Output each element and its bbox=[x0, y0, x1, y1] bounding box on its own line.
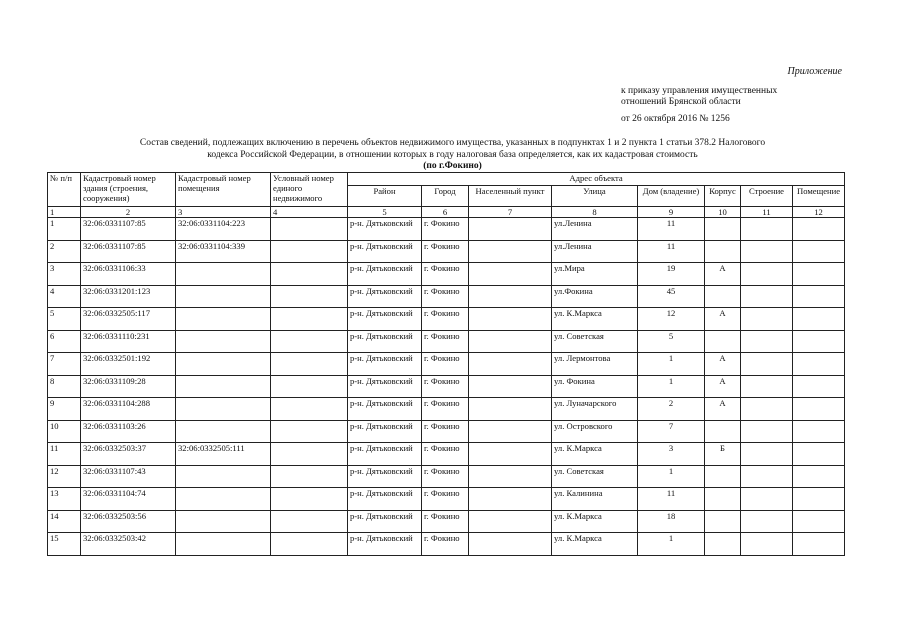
cell-room bbox=[793, 353, 845, 376]
cell-district: р-н. Дятьковский bbox=[348, 353, 422, 376]
cell-street: ул. К.Маркса bbox=[552, 308, 638, 331]
cell-cad-building: 32:06:0331104:288 bbox=[81, 398, 176, 421]
cell-street: ул. Советская bbox=[552, 330, 638, 353]
cell-city: г. Фокино bbox=[422, 465, 469, 488]
property-table bbox=[47, 172, 845, 556]
header-address: Адрес объекта bbox=[348, 173, 845, 186]
cell-num: 8 bbox=[48, 375, 81, 398]
cell-district: р-н. Дятьковский bbox=[348, 375, 422, 398]
cell-city: г. Фокино bbox=[422, 420, 469, 443]
cell-district: р-н. Дятьковский bbox=[348, 330, 422, 353]
cell-city: г. Фокино bbox=[422, 218, 469, 241]
cell-cad-room bbox=[176, 488, 271, 511]
cell-district: р-н. Дятьковский bbox=[348, 533, 422, 556]
cell-city: г. Фокино bbox=[422, 240, 469, 263]
document-heading-line2: кодекса Российской Федерации, в отношении которых в году налоговая база определяется, как их кадастровая стоимость bbox=[207, 150, 698, 160]
header-cond-num: Условный номер единого недвижимого bbox=[271, 173, 348, 207]
cell-num: 13 bbox=[48, 488, 81, 511]
table-row bbox=[48, 510, 845, 533]
cell-cad-room bbox=[176, 465, 271, 488]
cell-cond-num bbox=[271, 510, 348, 533]
cell-house: 1 bbox=[638, 353, 705, 376]
cell-city: г. Фокино bbox=[422, 488, 469, 511]
cell-room bbox=[793, 375, 845, 398]
cell-street: ул. Островского bbox=[552, 420, 638, 443]
cell-korpus bbox=[705, 488, 741, 511]
cell-num: 14 bbox=[48, 510, 81, 533]
header-building: Строение bbox=[741, 186, 793, 207]
cell-city: г. Фокино bbox=[422, 308, 469, 331]
cell-house: 12 bbox=[638, 308, 705, 331]
cell-house: 1 bbox=[638, 465, 705, 488]
cell-district: р-н. Дятьковский bbox=[348, 218, 422, 241]
cell-cond-num bbox=[271, 308, 348, 331]
cell-room bbox=[793, 240, 845, 263]
cell-cad-building: 32:06:0332503:37 bbox=[81, 443, 176, 466]
table-row bbox=[48, 353, 845, 376]
index-cell: 9 bbox=[638, 207, 705, 218]
cell-cond-num bbox=[271, 398, 348, 421]
cell-building bbox=[741, 308, 793, 331]
cell-settlement bbox=[469, 398, 552, 421]
cell-cond-num bbox=[271, 465, 348, 488]
cell-city: г. Фокино bbox=[422, 263, 469, 286]
cell-district: р-н. Дятьковский bbox=[348, 263, 422, 286]
cell-cond-num bbox=[271, 443, 348, 466]
cell-cad-room bbox=[176, 285, 271, 308]
cell-cond-num bbox=[271, 330, 348, 353]
cell-street: ул.Фокина bbox=[552, 285, 638, 308]
cell-num: 7 bbox=[48, 353, 81, 376]
cell-district: р-н. Дятьковский bbox=[348, 465, 422, 488]
cell-cad-building: 32:06:0332505:117 bbox=[81, 308, 176, 331]
header-house: Дом (владение) bbox=[638, 186, 705, 207]
cell-num: 9 bbox=[48, 398, 81, 421]
cell-district: р-н. Дятьковский bbox=[348, 285, 422, 308]
cell-settlement bbox=[469, 285, 552, 308]
cell-korpus bbox=[705, 510, 741, 533]
header-cad-building: Кадастровый номер здания (строения, сооружения) bbox=[81, 173, 176, 207]
cell-room bbox=[793, 488, 845, 511]
cell-settlement bbox=[469, 240, 552, 263]
header-district: Район bbox=[348, 186, 422, 207]
cell-street: ул. К.Маркса bbox=[552, 510, 638, 533]
cell-room bbox=[793, 465, 845, 488]
cell-building bbox=[741, 263, 793, 286]
cell-cad-building: 32:06:0331107:85 bbox=[81, 218, 176, 241]
cell-building bbox=[741, 398, 793, 421]
header-korpus: Корпус bbox=[705, 186, 741, 207]
cell-room bbox=[793, 263, 845, 286]
cell-korpus: А bbox=[705, 398, 741, 421]
cell-settlement bbox=[469, 465, 552, 488]
cell-cad-room bbox=[176, 308, 271, 331]
cell-korpus: А bbox=[705, 353, 741, 376]
index-cell: 8 bbox=[552, 207, 638, 218]
cell-cad-room bbox=[176, 533, 271, 556]
cell-house: 19 bbox=[638, 263, 705, 286]
table-row bbox=[48, 420, 845, 443]
cell-street: ул. Калинина bbox=[552, 488, 638, 511]
cell-cad-room bbox=[176, 263, 271, 286]
cell-street: ул. Луначарского bbox=[552, 398, 638, 421]
header-cad-room: Кадастровый номер помещения bbox=[176, 173, 271, 207]
cell-cond-num bbox=[271, 533, 348, 556]
cell-cad-building: 32:06:0331107:43 bbox=[81, 465, 176, 488]
cell-cad-room: 32:06:0332505:111 bbox=[176, 443, 271, 466]
cell-num: 4 bbox=[48, 285, 81, 308]
cell-building bbox=[741, 465, 793, 488]
header-city: Город bbox=[422, 186, 469, 207]
cell-house: 45 bbox=[638, 285, 705, 308]
cell-korpus bbox=[705, 533, 741, 556]
index-cell: 5 bbox=[348, 207, 422, 218]
appendix-title: Приложение bbox=[787, 66, 842, 77]
cell-num: 15 bbox=[48, 533, 81, 556]
cell-building bbox=[741, 353, 793, 376]
cell-building bbox=[741, 443, 793, 466]
index-cell: 2 bbox=[81, 207, 176, 218]
cell-cad-building: 32:06:0331109:28 bbox=[81, 375, 176, 398]
cell-num: 5 bbox=[48, 308, 81, 331]
header-settlement: Населенный пункт bbox=[469, 186, 552, 207]
cell-settlement bbox=[469, 375, 552, 398]
cell-district: р-н. Дятьковский bbox=[348, 240, 422, 263]
cell-building bbox=[741, 510, 793, 533]
cell-cad-building: 32:06:0332503:42 bbox=[81, 533, 176, 556]
appendix-date-line: от 26 октября 2016 № 1256 bbox=[621, 114, 730, 124]
index-cell: 3 bbox=[176, 207, 271, 218]
cell-cad-building: 32:06:0331110:231 bbox=[81, 330, 176, 353]
cell-cond-num bbox=[271, 488, 348, 511]
cell-korpus bbox=[705, 330, 741, 353]
header-street: Улица bbox=[552, 186, 638, 207]
index-cell: 6 bbox=[422, 207, 469, 218]
cell-settlement bbox=[469, 443, 552, 466]
document-heading-city: (по г.Фокино) bbox=[423, 161, 482, 171]
cell-district: р-н. Дятьковский bbox=[348, 510, 422, 533]
cell-city: г. Фокино bbox=[422, 510, 469, 533]
cell-settlement bbox=[469, 308, 552, 331]
table-row bbox=[48, 330, 845, 353]
cell-cond-num bbox=[271, 353, 348, 376]
cell-cad-building: 32:06:0331104:74 bbox=[81, 488, 176, 511]
cell-building bbox=[741, 375, 793, 398]
index-cell: 11 bbox=[741, 207, 793, 218]
cell-district: р-н. Дятьковский bbox=[348, 443, 422, 466]
cell-building bbox=[741, 218, 793, 241]
cell-street: ул. К.Маркса bbox=[552, 533, 638, 556]
cell-korpus: А bbox=[705, 263, 741, 286]
cell-city: г. Фокино bbox=[422, 375, 469, 398]
cell-cad-room bbox=[176, 398, 271, 421]
document-heading-line1: Состав сведений, подлежащих включению в перечень объектов недвижимого имущества, указанных в подпунктах 1 и 2 пункта 1 статьи 378.2 Налогового bbox=[139, 138, 766, 148]
cell-house: 3 bbox=[638, 443, 705, 466]
cell-street: ул.Ленина bbox=[552, 240, 638, 263]
column-index-row bbox=[48, 207, 845, 218]
cell-korpus bbox=[705, 285, 741, 308]
cell-house: 11 bbox=[638, 240, 705, 263]
cell-korpus bbox=[705, 218, 741, 241]
cell-cond-num bbox=[271, 375, 348, 398]
cell-city: г. Фокино bbox=[422, 330, 469, 353]
table-row bbox=[48, 465, 845, 488]
cell-num: 3 bbox=[48, 263, 81, 286]
table-row bbox=[48, 533, 845, 556]
cell-room bbox=[793, 330, 845, 353]
cell-city: г. Фокино bbox=[422, 285, 469, 308]
cell-cad-building: 32:06:0332501:192 bbox=[81, 353, 176, 376]
table-row bbox=[48, 240, 845, 263]
cell-settlement bbox=[469, 488, 552, 511]
cell-street: ул.Ленина bbox=[552, 218, 638, 241]
cell-settlement bbox=[469, 263, 552, 286]
header-room: Помещение bbox=[793, 186, 845, 207]
cell-num: 12 bbox=[48, 465, 81, 488]
cell-num: 10 bbox=[48, 420, 81, 443]
cell-settlement bbox=[469, 353, 552, 376]
table-row bbox=[48, 308, 845, 331]
cell-house: 11 bbox=[638, 218, 705, 241]
cell-korpus: А bbox=[705, 375, 741, 398]
cell-room bbox=[793, 420, 845, 443]
cell-num: 1 bbox=[48, 218, 81, 241]
cell-cad-room bbox=[176, 375, 271, 398]
cell-cond-num bbox=[271, 263, 348, 286]
cell-room bbox=[793, 308, 845, 331]
cell-house: 1 bbox=[638, 375, 705, 398]
cell-cad-building: 32:06:0331201:123 bbox=[81, 285, 176, 308]
cell-settlement bbox=[469, 330, 552, 353]
cell-house: 5 bbox=[638, 330, 705, 353]
appendix-order-line: к приказу управления имущественных bbox=[621, 86, 778, 96]
index-cell: 4 bbox=[271, 207, 348, 218]
cell-room bbox=[793, 443, 845, 466]
cell-street: ул. Лермонтова bbox=[552, 353, 638, 376]
header-num: № п/п bbox=[48, 173, 81, 207]
cell-city: г. Фокино bbox=[422, 533, 469, 556]
cell-building bbox=[741, 330, 793, 353]
table-row bbox=[48, 218, 845, 241]
cell-korpus bbox=[705, 420, 741, 443]
cell-house: 2 bbox=[638, 398, 705, 421]
cell-num: 11 bbox=[48, 443, 81, 466]
cell-house: 7 bbox=[638, 420, 705, 443]
cell-house: 18 bbox=[638, 510, 705, 533]
cell-building bbox=[741, 240, 793, 263]
cell-building bbox=[741, 420, 793, 443]
index-cell: 7 bbox=[469, 207, 552, 218]
table-row bbox=[48, 375, 845, 398]
cell-cad-room bbox=[176, 510, 271, 533]
cell-num: 2 bbox=[48, 240, 81, 263]
cell-cad-building: 32:06:0332503:56 bbox=[81, 510, 176, 533]
cell-street: ул. Фокина bbox=[552, 375, 638, 398]
cell-building bbox=[741, 488, 793, 511]
cell-room bbox=[793, 398, 845, 421]
cell-room bbox=[793, 510, 845, 533]
cell-korpus bbox=[705, 240, 741, 263]
cell-settlement bbox=[469, 510, 552, 533]
cell-room bbox=[793, 285, 845, 308]
cell-cad-room bbox=[176, 420, 271, 443]
index-cell: 12 bbox=[793, 207, 845, 218]
cell-cad-room: 32:06:0331104:339 bbox=[176, 240, 271, 263]
cell-num: 6 bbox=[48, 330, 81, 353]
cell-cad-room bbox=[176, 330, 271, 353]
cell-room bbox=[793, 218, 845, 241]
cell-street: ул. Советская bbox=[552, 465, 638, 488]
index-cell: 1 bbox=[48, 207, 81, 218]
cell-city: г. Фокино bbox=[422, 353, 469, 376]
cell-building bbox=[741, 533, 793, 556]
cell-korpus: А bbox=[705, 308, 741, 331]
cell-settlement bbox=[469, 533, 552, 556]
table-row bbox=[48, 398, 845, 421]
cell-cad-room bbox=[176, 353, 271, 376]
cell-cond-num bbox=[271, 420, 348, 443]
cell-cond-num bbox=[271, 285, 348, 308]
cell-street: ул. К.Маркса bbox=[552, 443, 638, 466]
cell-street: ул.Мира bbox=[552, 263, 638, 286]
table-row bbox=[48, 443, 845, 466]
appendix-department-line: отношений Брянской области bbox=[621, 97, 741, 107]
cell-settlement bbox=[469, 218, 552, 241]
cell-korpus bbox=[705, 465, 741, 488]
cell-settlement bbox=[469, 420, 552, 443]
cell-room bbox=[793, 533, 845, 556]
cell-district: р-н. Дятьковский bbox=[348, 420, 422, 443]
cell-district: р-н. Дятьковский bbox=[348, 308, 422, 331]
cell-cad-building: 32:06:0331103:26 bbox=[81, 420, 176, 443]
cell-building bbox=[741, 285, 793, 308]
cell-cad-building: 32:06:0331106:33 bbox=[81, 263, 176, 286]
cell-korpus: Б bbox=[705, 443, 741, 466]
table-row bbox=[48, 263, 845, 286]
cell-city: г. Фокино bbox=[422, 398, 469, 421]
cell-district: р-н. Дятьковский bbox=[348, 488, 422, 511]
cell-house: 11 bbox=[638, 488, 705, 511]
cell-cond-num bbox=[271, 240, 348, 263]
cell-house: 1 bbox=[638, 533, 705, 556]
table-row bbox=[48, 488, 845, 511]
cell-cond-num bbox=[271, 218, 348, 241]
table-row bbox=[48, 285, 845, 308]
cell-cad-building: 32:06:0331107:85 bbox=[81, 240, 176, 263]
cell-cad-room: 32:06:0331104:223 bbox=[176, 218, 271, 241]
cell-city: г. Фокино bbox=[422, 443, 469, 466]
cell-district: р-н. Дятьковский bbox=[348, 398, 422, 421]
index-cell: 10 bbox=[705, 207, 741, 218]
